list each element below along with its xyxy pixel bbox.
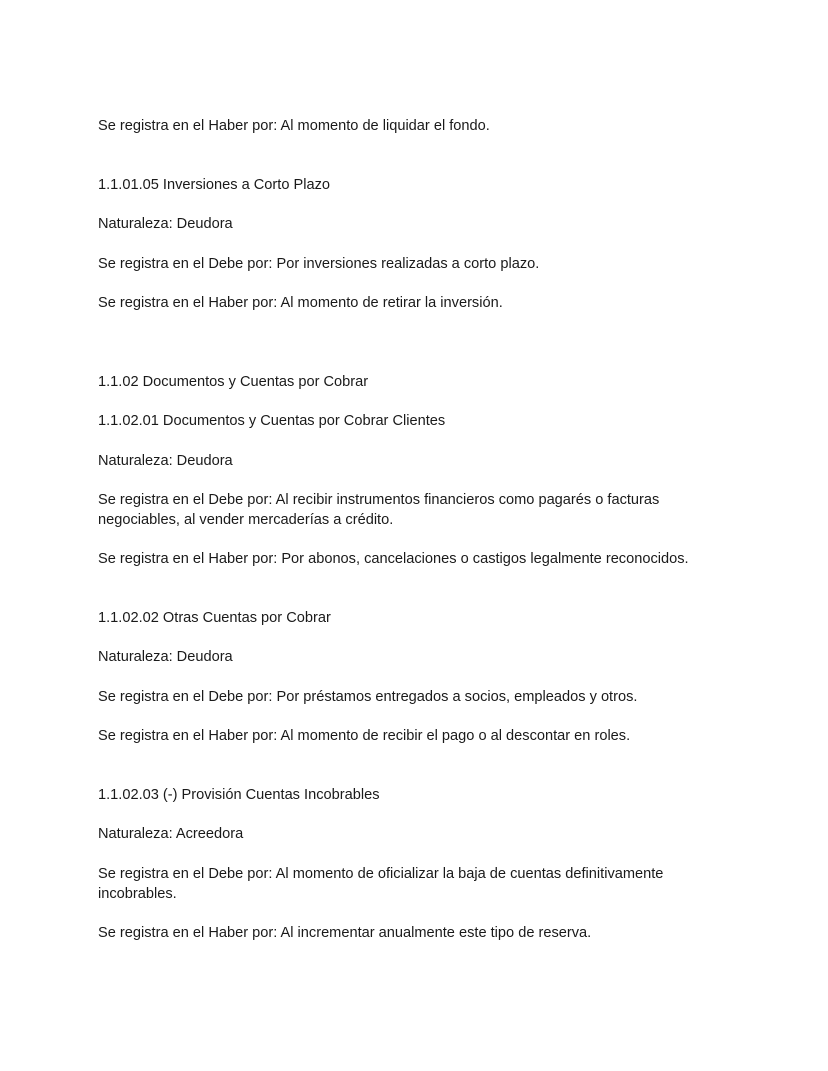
naturaleza-deudora: Naturaleza: Deudora	[98, 453, 233, 469]
debe-baja-cuentas: Se registra en el Debe por: Al momento de oficializar la baja de cuentas definitivamente incobrables.	[98, 866, 664, 902]
naturaleza-deudora: Naturaleza: Deudora	[98, 216, 233, 232]
haber-liquidar-fondo: Se registra en el Haber por: Al momento de liquidar el fondo.	[98, 118, 490, 134]
naturaleza-acreedora: Naturaleza: Acreedora	[98, 826, 244, 842]
account-title-otras-cuentas-cobrar: 1.1.02.02 Otras Cuentas por Cobrar	[98, 610, 331, 626]
debe-inversiones: Se registra en el Debe por: Por inversiones realizadas a corto plazo.	[98, 256, 540, 272]
section-title-documentos-cuentas-cobrar: 1.1.02 Documentos y Cuentas por Cobrar	[98, 374, 369, 390]
debe-prestamos: Se registra en el Debe por: Por préstamos entregados a socios, empleados y otros.	[98, 689, 638, 705]
naturaleza-deudora: Naturaleza: Deudora	[98, 649, 233, 665]
haber-abonos-cancelaciones: Se registra en el Haber por: Por abonos, cancelaciones o castigos legalmente reconocidos.	[98, 551, 689, 567]
haber-retirar-inversion: Se registra en el Haber por: Al momento de retirar la inversión.	[98, 295, 503, 311]
account-title-provision-incobrables: 1.1.02.03 (-) Provisión Cuentas Incobrables	[98, 787, 380, 803]
haber-recibir-pago: Se registra en el Haber por: Al momento de recibir el pago o al descontar en roles.	[98, 728, 631, 744]
debe-instrumentos-financieros: Se registra en el Debe por: Al recibir instrumentos financieros como pagarés o facturas negociables, al vender mercaderías a crédito.	[98, 492, 660, 528]
account-title-cuentas-cobrar-clientes: 1.1.02.01 Documentos y Cuentas por Cobrar Clientes	[98, 413, 446, 429]
haber-incrementar-reserva: Se registra en el Haber por: Al incrementar anualmente este tipo de reserva.	[98, 925, 592, 941]
account-title-inversiones-corto-plazo: 1.1.01.05 Inversiones a Corto Plazo	[98, 177, 331, 193]
